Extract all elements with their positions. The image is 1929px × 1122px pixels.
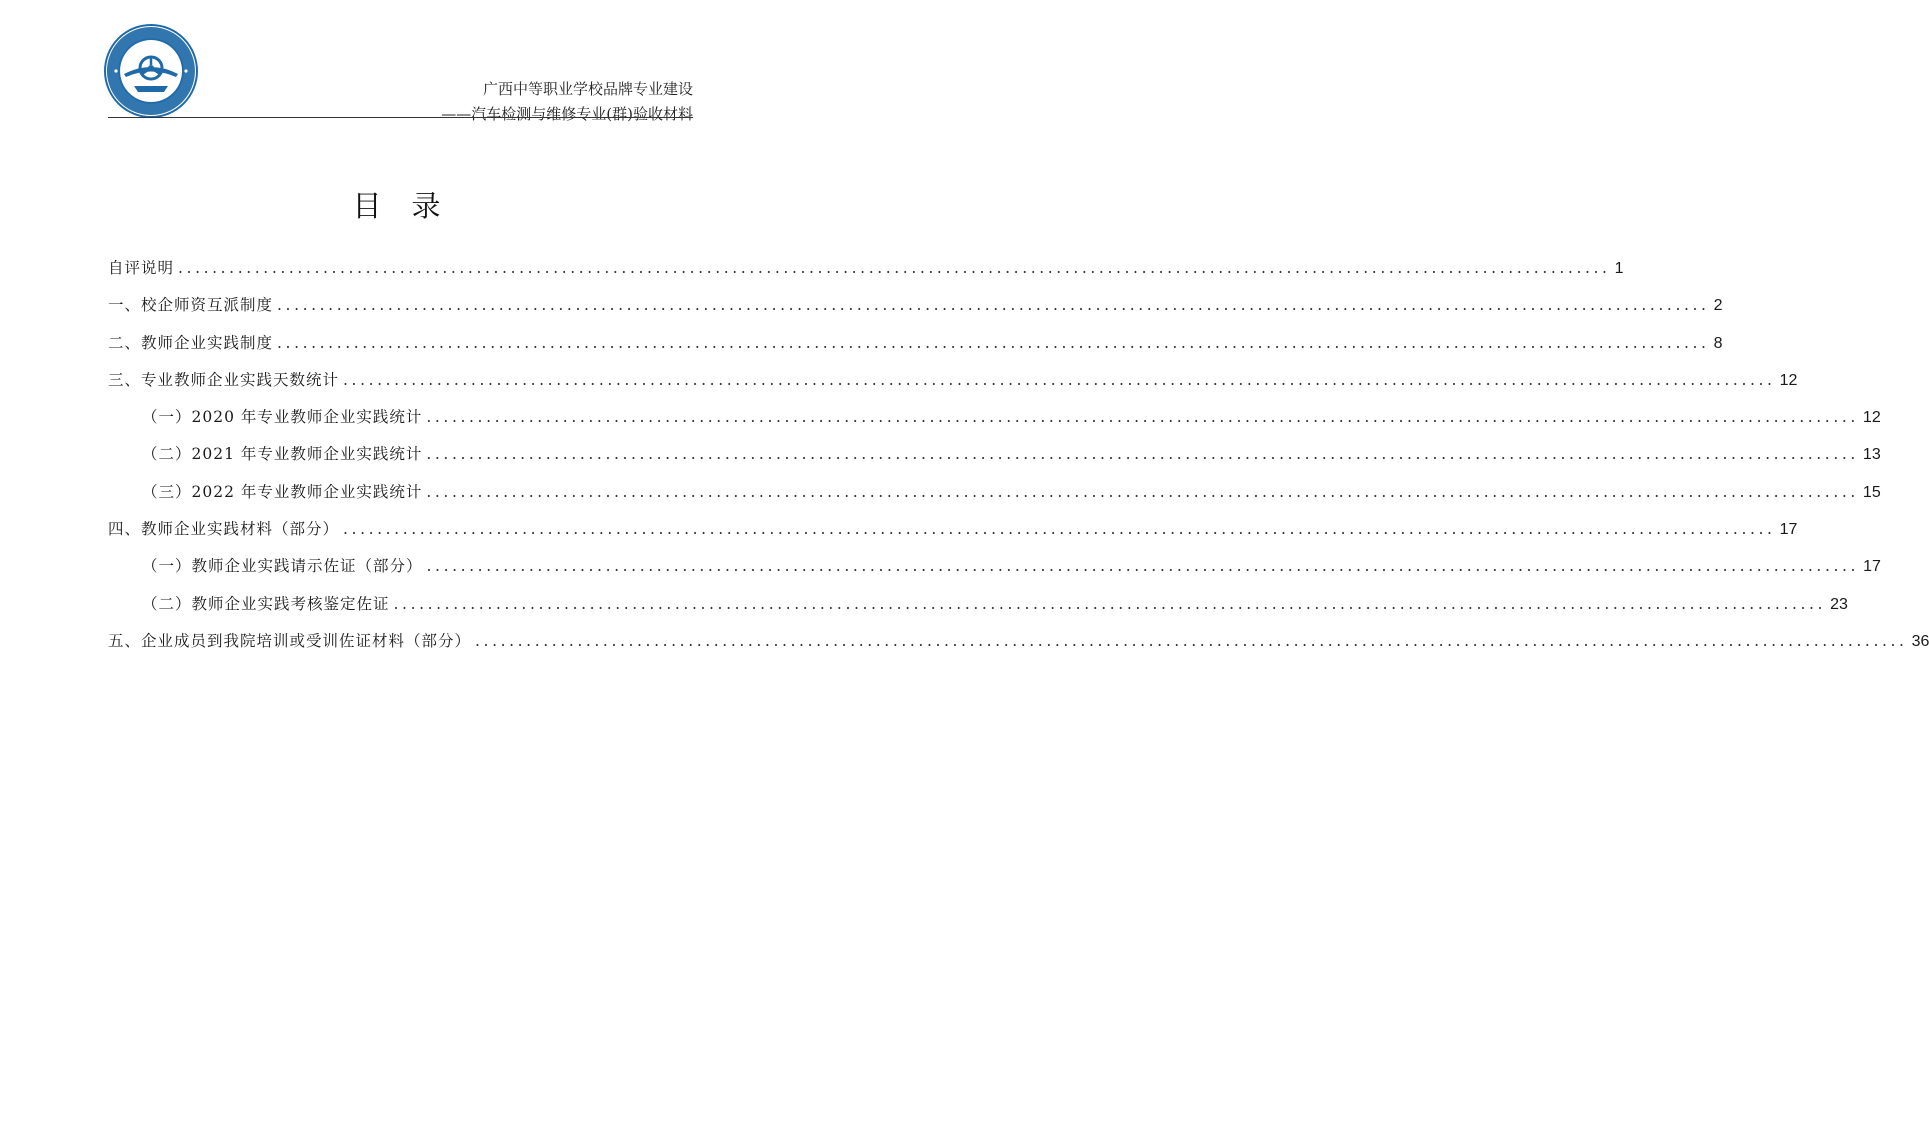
header-line-1: 广西中等职业学校品牌专业建设: [482, 80, 693, 98]
toc-leader-dots: ........................................................................................................................................................................: [426, 408, 1859, 427]
toc-entry-page-number: 36: [1911, 632, 1929, 650]
toc-leader-dots: ........................................................................................................................................................................: [475, 631, 1908, 650]
toc-entry-page-number: 8: [1713, 334, 1723, 352]
toc-entry-page-number: 12: [1862, 409, 1881, 427]
toc-entry-label: （二）教师企业实践考核鉴定佐证: [142, 594, 390, 613]
toc-leader-dots: ........................................................................................................................................................................: [178, 259, 1611, 277]
toc-entry-page-number: 17: [1863, 558, 1881, 576]
toc-entry-page-number: 23: [1830, 595, 1848, 613]
toc-entry[interactable]: [108, 517, 1798, 554]
toc-leader-dots: ........................................................................................................................................................................: [343, 370, 1776, 389]
toc-entry-label: 自评说明: [108, 259, 175, 277]
toc-entry-label: 三、专业教师企业实践天数统计: [108, 370, 340, 389]
toc-entry-label: 四、教师企业实践材料（部分）: [108, 520, 340, 539]
toc-entry-label: 二、教师企业实践制度: [108, 333, 274, 352]
toc-leader-dots: ........................................................................................................................................................................: [426, 445, 1859, 464]
toc-entry-label: （三）2022 年专业教师企业实践统计: [142, 482, 423, 501]
toc-entry-label: （一）教师企业实践请示佐证（部分）: [142, 557, 423, 576]
toc-entry[interactable]: [108, 629, 1929, 666]
toc-entry-label: （二）2021 年专业教师企业实践统计: [142, 445, 423, 464]
toc-entry[interactable]: [108, 442, 1881, 479]
toc-leader-dots: ........................................................................................................................................................................: [277, 296, 1710, 315]
toc-entry-label: 五、企业成员到我院培训或受训佐证材料（部分）: [108, 631, 472, 650]
toc-entry[interactable]: [108, 480, 1881, 517]
toc-entry[interactable]: [108, 368, 1798, 405]
toc-leader-dots: ........................................................................................................................................................................: [277, 333, 1710, 352]
toc-entry[interactable]: [108, 293, 1723, 330]
toc-entry-page-number: 17: [1779, 521, 1798, 539]
toc-entry[interactable]: [108, 554, 1881, 591]
toc-entry[interactable]: [108, 256, 1624, 293]
header-title-block: [441, 77, 693, 127]
header-divider: [108, 117, 693, 118]
school-seal-logo: [104, 24, 198, 118]
toc-entry[interactable]: [108, 331, 1723, 368]
toc-leader-dots: ........................................................................................................................................................................: [393, 594, 1827, 613]
toc-leader-dots: ........................................................................................................................................................................: [426, 482, 1859, 501]
page-title: 目录: [352, 189, 471, 223]
toc-leader-dots: ........................................................................................................................................................................: [343, 520, 1776, 539]
toc-entry[interactable]: [108, 592, 1848, 629]
toc-entry-label: （一）2020 年专业教师企业实践统计: [142, 408, 423, 427]
toc-entry-page-number: 1: [1614, 260, 1624, 277]
toc-entry-page-number: 13: [1862, 446, 1881, 464]
table-of-contents: [108, 256, 1929, 666]
header-line-2: ——汽车检测与维修专业(群)验收材料: [441, 105, 693, 123]
toc-entry-label: 一、校企师资互派制度: [108, 296, 274, 315]
toc-entry-page-number: 15: [1862, 483, 1881, 501]
toc-entry-page-number: 2: [1713, 297, 1723, 315]
toc-leader-dots: ........................................................................................................................................................................: [426, 557, 1860, 576]
toc-entry-page-number: 12: [1779, 371, 1798, 389]
toc-entry[interactable]: [108, 405, 1881, 442]
